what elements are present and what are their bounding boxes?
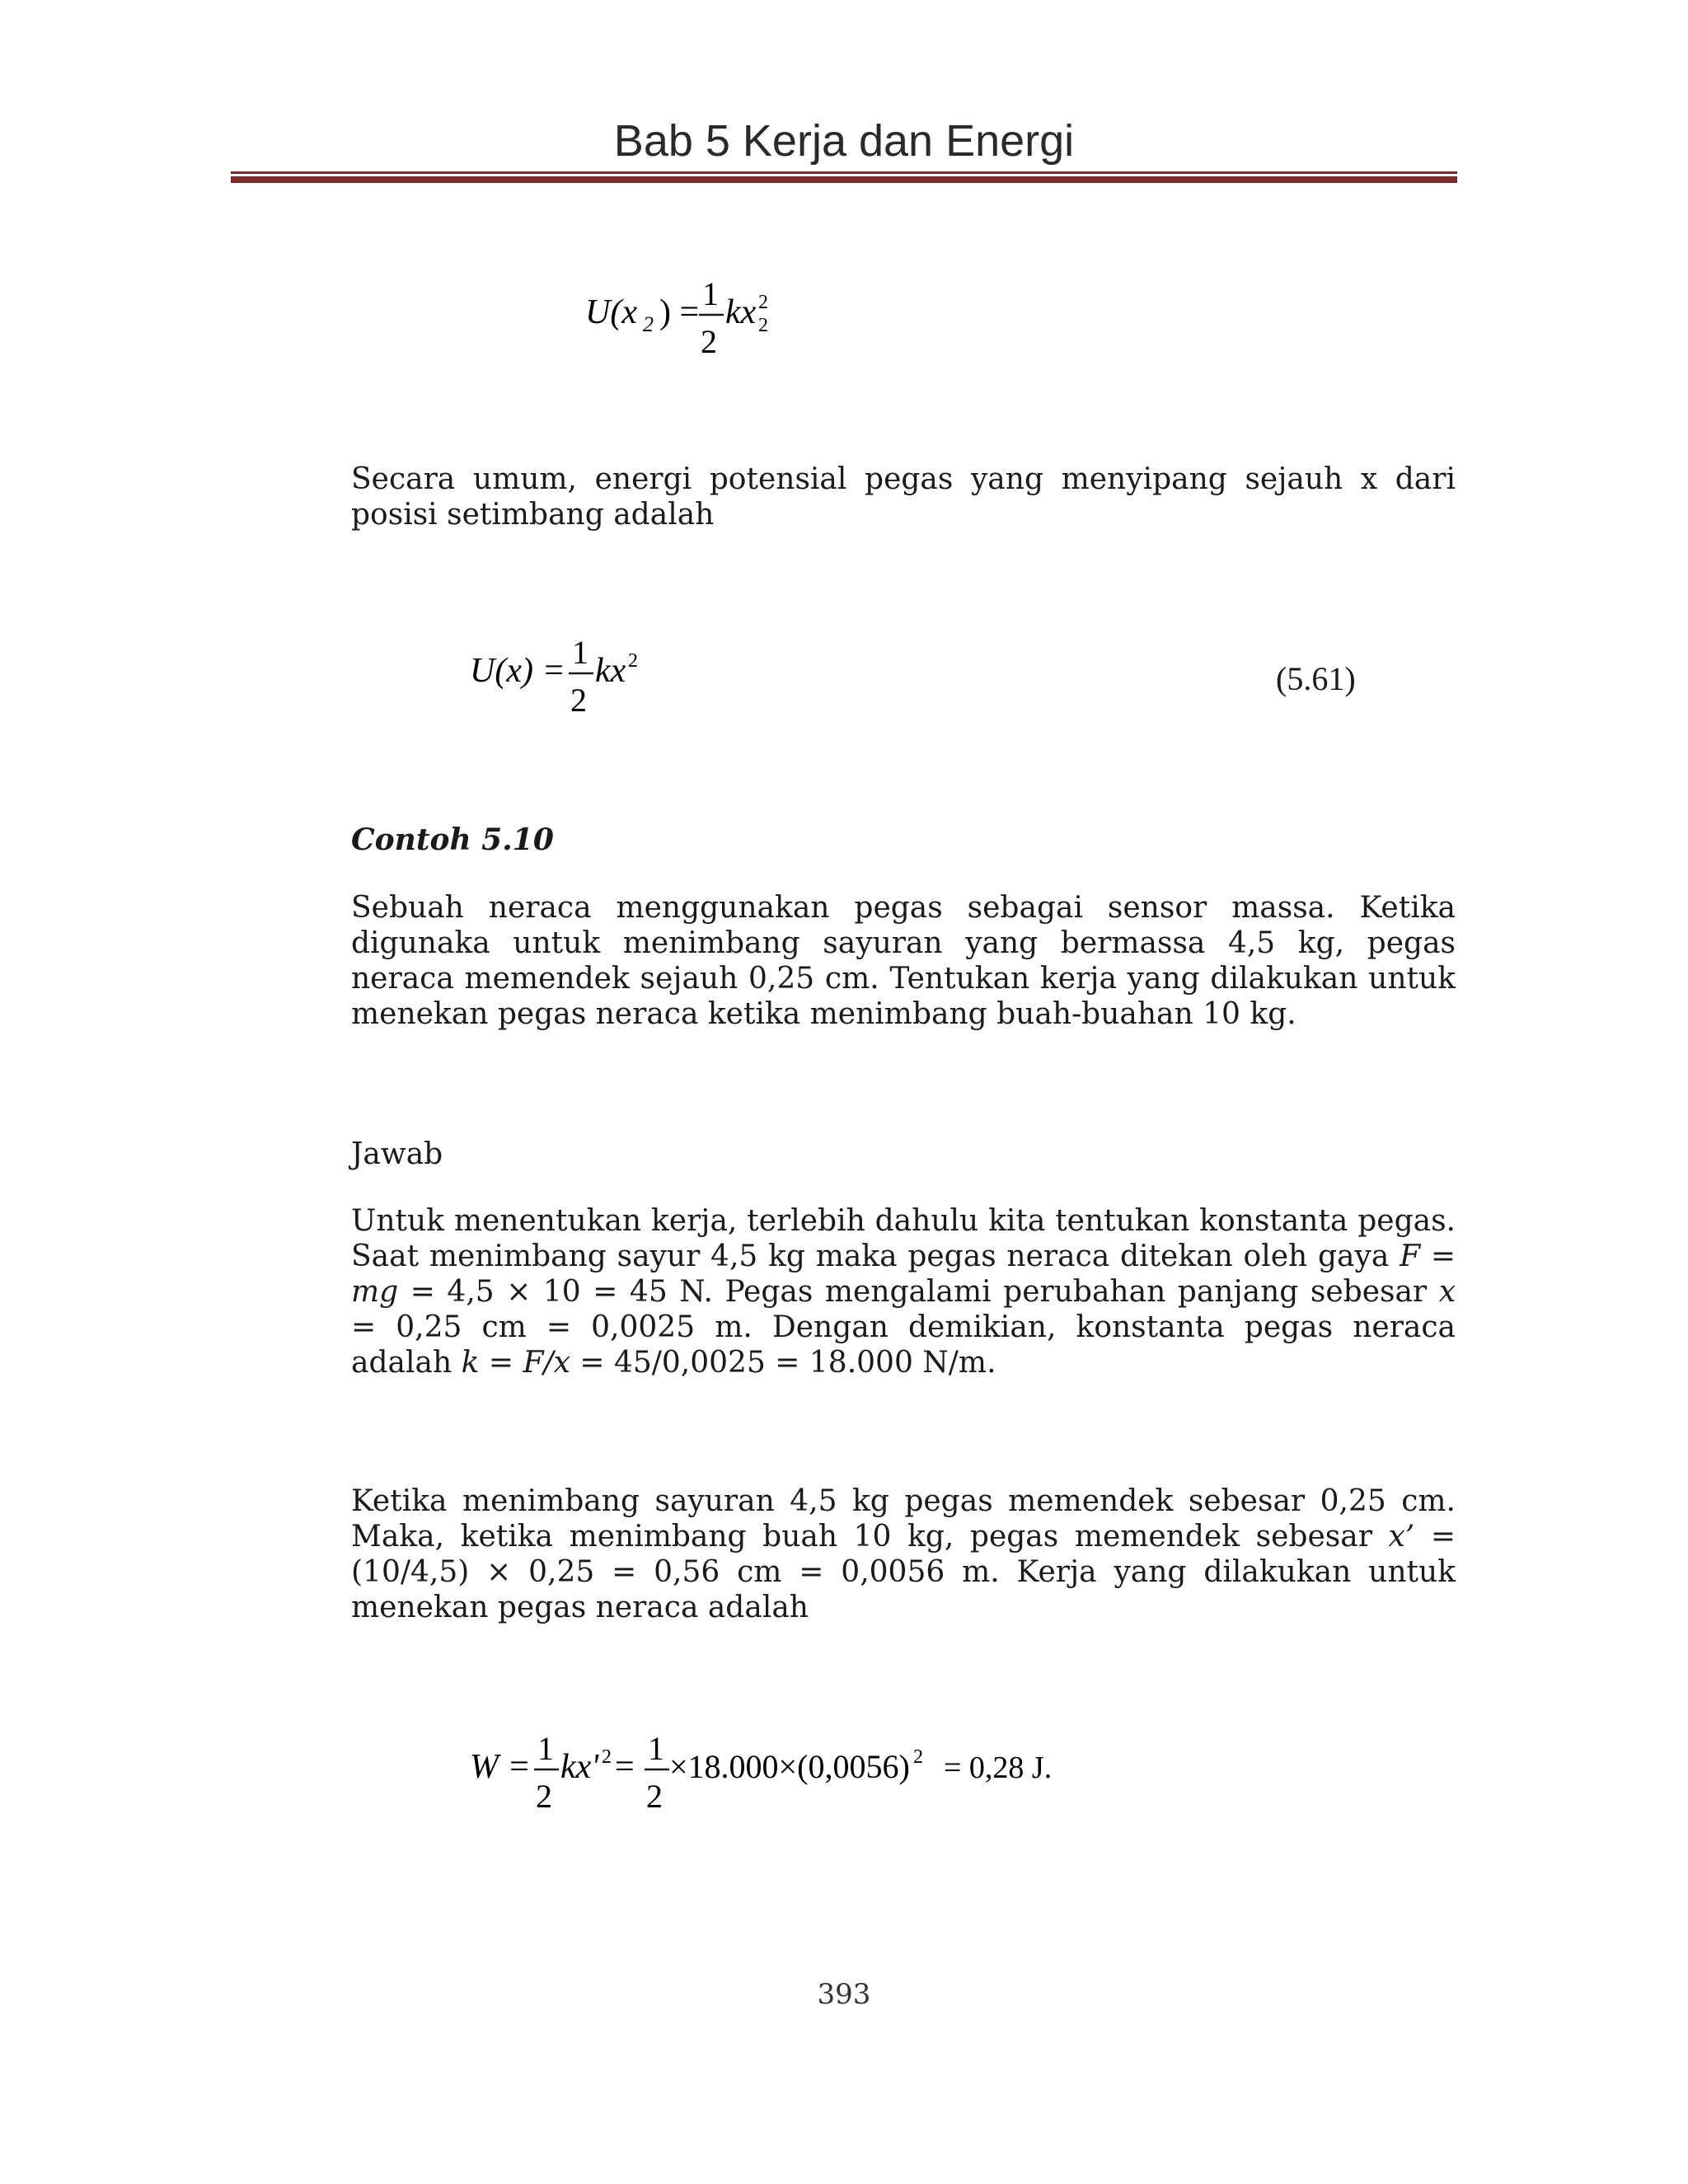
paragraph-spring-constant: Untuk menentukan kerja, terlebih dahulu kita tentukan konstanta pegas. Saat menimbang sayur 4,5 kg maka pegas neraca ditekan oleh gaya F = mg = 4,5 × 10 = 45 N. Pegas mengalami perubahan panjang sebesar x = 0,25 cm = 0,0025 m. Dengan demikian, konstanta pegas neraca adalah k = F/x = 45/0,0025 = 18.000 N/m. [351,1204,1456,1380]
var-F: F [1400,1240,1421,1273]
eq1-sub2: 2 [758,315,768,336]
eq3-den1: 2 [536,1778,552,1815]
equation-u-x-graphic [462,630,659,721]
paragraph-compression: Ketika menimbang sayuran 4,5 kg pegas memendek sebesar 0,25 cm. Maka, ketika menimbang buah 10 kg, pegas memendek sebesar x’ = (10/4,5) × 0,25 = 0,56 cm = 0,0056 m. Kerja yang dilakukan untuk menekan pegas neraca adalah [351,1484,1456,1624]
eq3-den2: 2 [646,1778,663,1815]
eq3-kx: kx' [560,1748,599,1786]
eq1-sup: 2 [758,292,768,313]
eq2-sup: 2 [628,650,638,672]
eq1-kx: kx [725,293,757,331]
paragraph-problem: Sebuah neraca menggunakan pegas sebagai sensor massa. Ketika digunaka untuk menimbang sayuran yang bermassa 4,5 kg, pegas neraca memendek sejauh 0,25 cm. Tentukan kerja yang dilakukan untuk menekan pegas neraca ketika menimbang buah-buahan 10 kg. [351,891,1456,1031]
eq1-sub: 2 [643,312,654,336]
answer-label: Jawab [351,1137,443,1171]
equation-u-x2-graphic [577,272,791,363]
example-heading: Contoh 5.10 [351,823,554,857]
eq3-lhs: W = [470,1748,531,1786]
page-number: 393 [817,1978,871,2011]
eq3-rest: ×18.000×(0,0056) [669,1748,910,1785]
eq2-lhs: U(x) = [470,652,565,690]
eq2-kx: kx [595,652,626,690]
eq1-close: ) = [659,293,700,331]
eq3-eq2: = [615,1748,635,1786]
eq1-num: 1 [702,275,719,312]
var-mg: mg [351,1275,399,1309]
eq3-result: = 0,28 J. [944,1750,1053,1785]
eq2-num: 1 [572,634,588,671]
eq3-sup: 2 [602,1746,612,1768]
equation-number: (5.61) [1276,660,1356,697]
var-k: k [461,1346,480,1380]
equation-u-x [462,630,659,730]
header-rule [231,171,1457,183]
equation-work-graphic [462,1727,1104,1817]
page-header-title: Bab 5 Kerja dan Energi [613,116,1075,166]
eq1-lhs: U(x [585,293,637,331]
var-F-over-x: F/x [523,1346,570,1380]
eq3-num1: 1 [537,1730,554,1767]
eq1-den: 2 [701,323,717,360]
equation-u-x2 [577,272,791,372]
eq2-den: 2 [570,682,587,719]
eq3-num2: 1 [648,1730,664,1767]
paragraph-intro: Secara umum, energi potensial pegas yang menyipang sejauh x dari posisi setimbang adalah [351,462,1456,532]
equation-work [462,1727,1104,1826]
var-x-prime: x’ [1388,1520,1415,1554]
eq3-sup2: 2 [913,1746,923,1768]
var-x: x [1438,1275,1456,1309]
